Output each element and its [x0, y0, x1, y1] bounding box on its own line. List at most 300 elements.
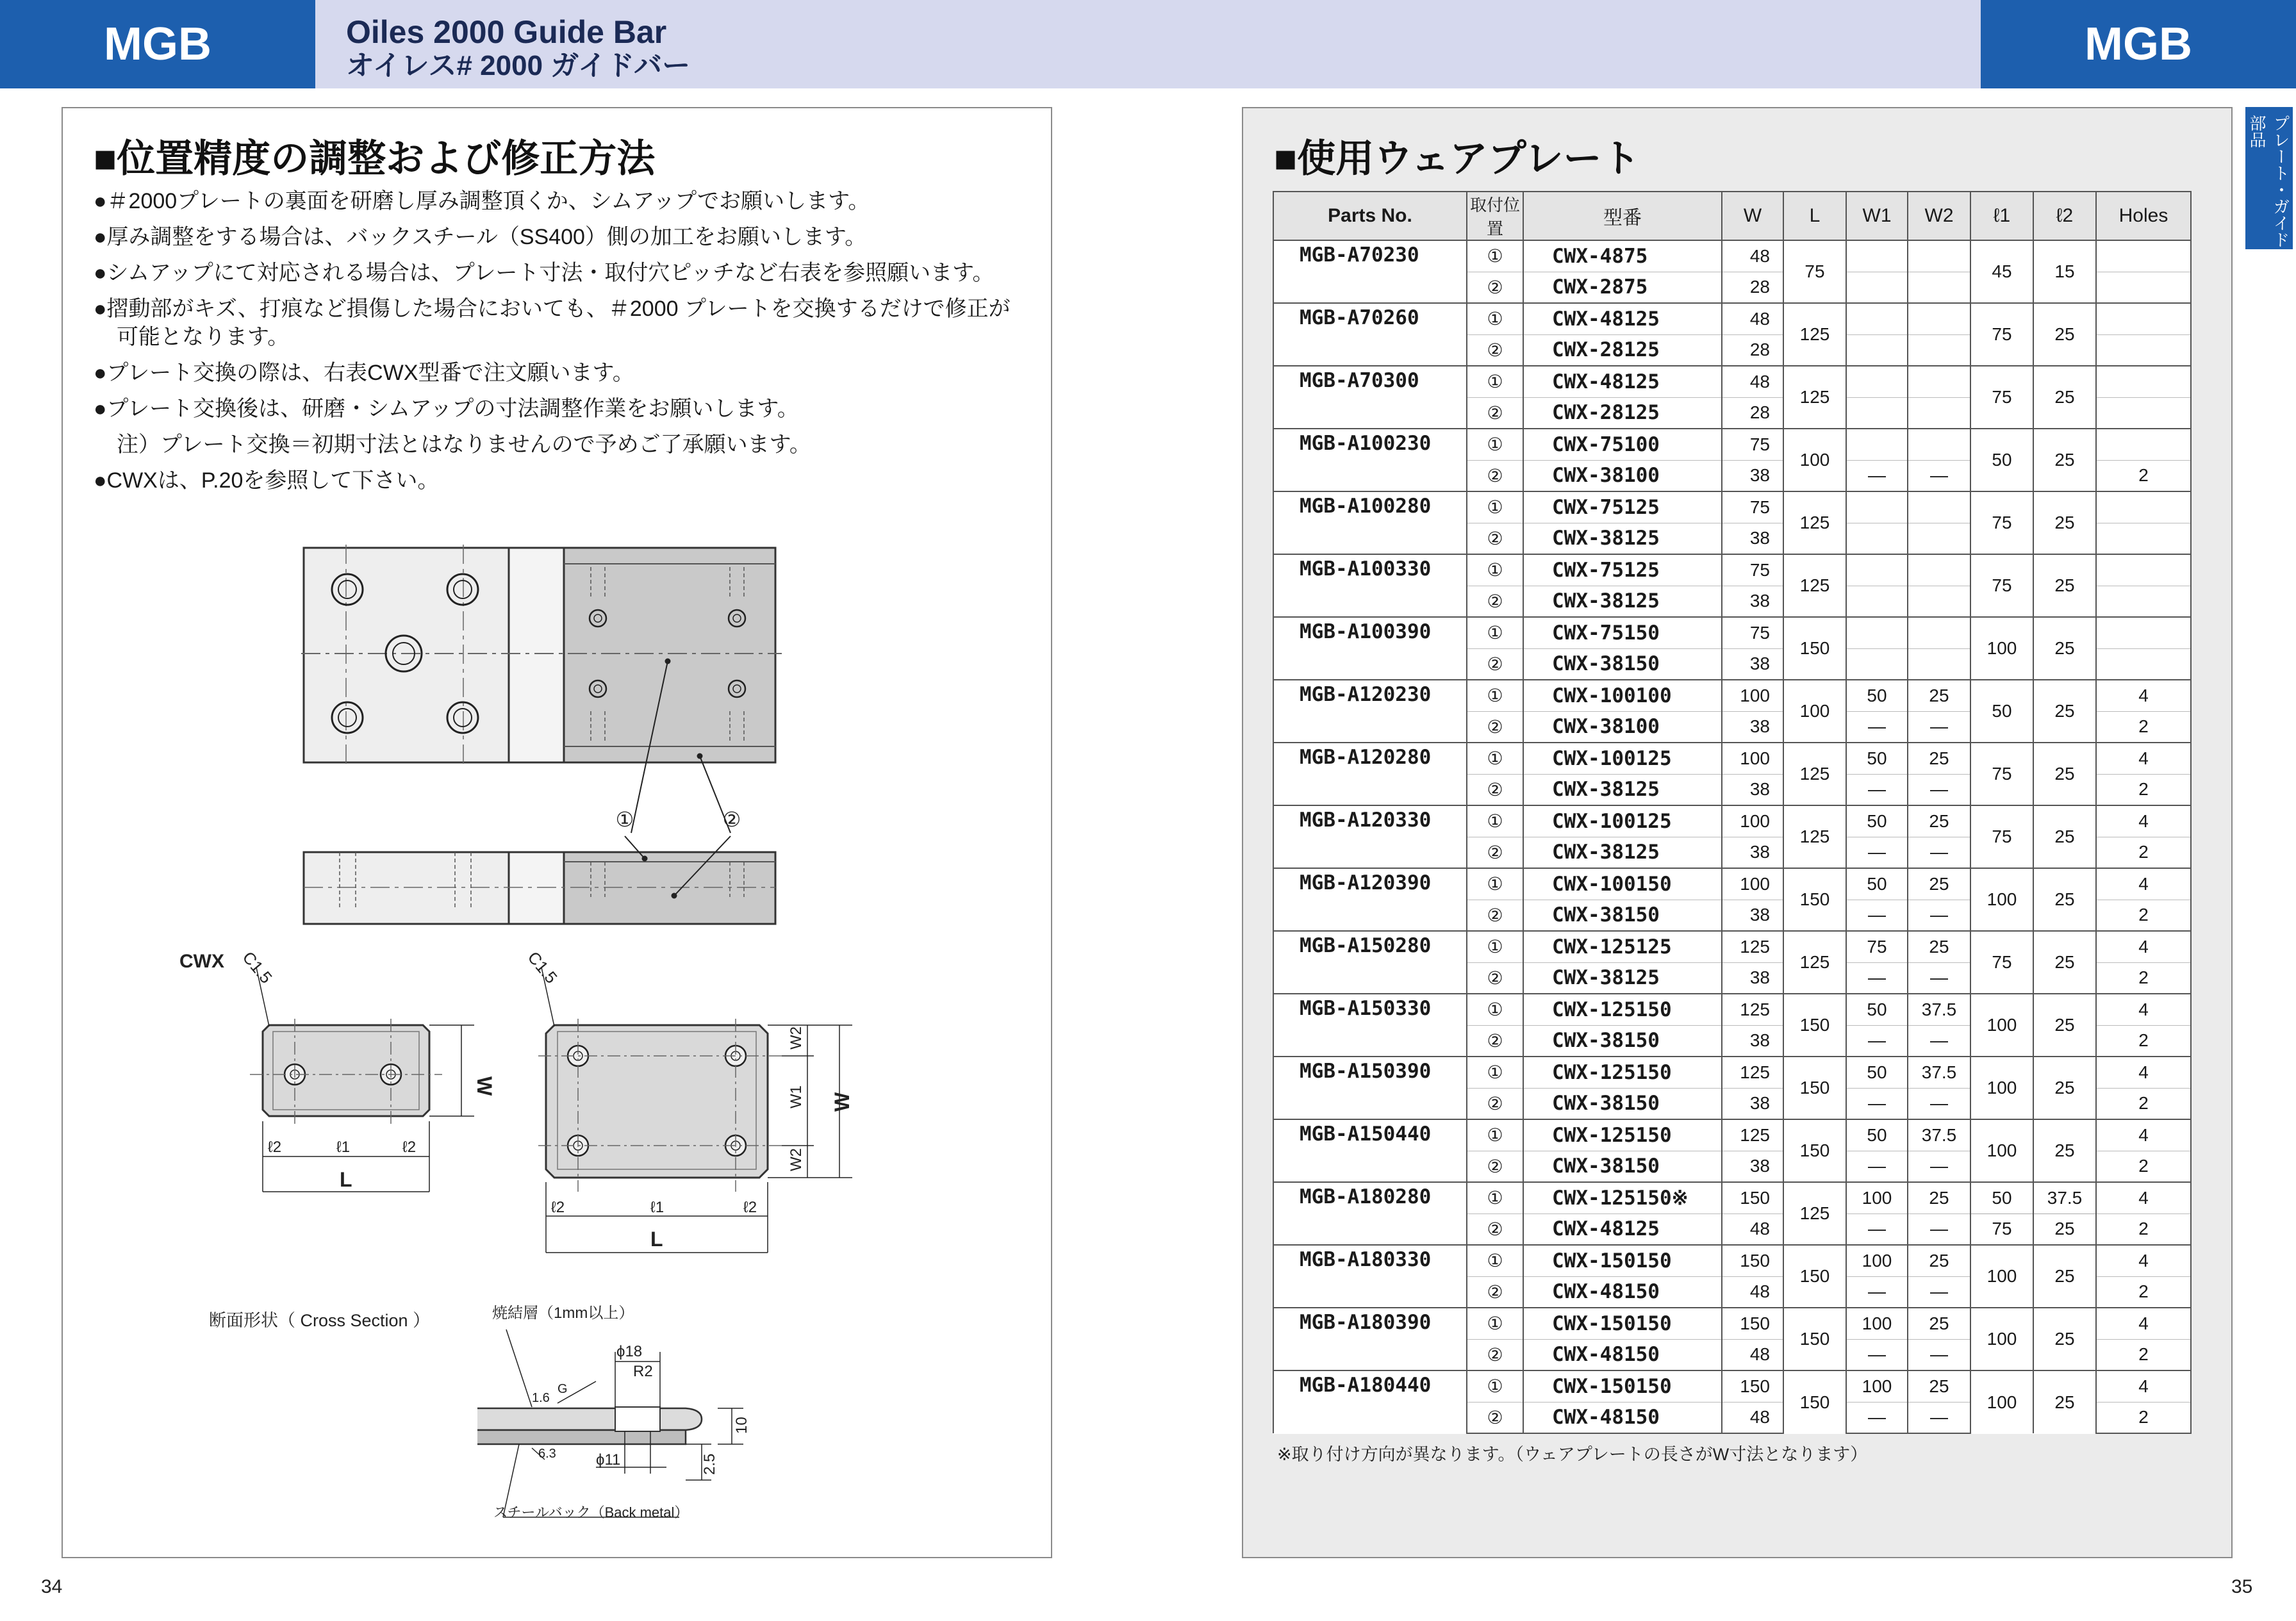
plate-w1: — — [1846, 774, 1908, 805]
part-number: MGB-A150330 — [1273, 994, 1467, 1057]
part-number: MGB-A120230 — [1273, 680, 1467, 743]
mount-position: ② — [1467, 397, 1523, 429]
plate-w2: 37.5 — [1908, 1119, 1970, 1151]
cross-section-label: 断面形状（ Cross Section ） — [209, 1311, 431, 1330]
plate-w1 — [1846, 366, 1908, 397]
hole-count: 4 — [2096, 1182, 2191, 1214]
plate-w: 48 — [1722, 1402, 1783, 1433]
plate-w1: — — [1846, 962, 1908, 994]
table-row — [1273, 554, 2191, 586]
plate-l1: 75 — [1970, 554, 2033, 617]
plate-l: 125 — [1783, 554, 1846, 617]
mount-position: ① — [1467, 1182, 1523, 1214]
plate-w1 — [1846, 648, 1908, 680]
plate-w1 — [1846, 617, 1908, 648]
mount-position: ① — [1467, 1308, 1523, 1339]
mount-position: ② — [1467, 774, 1523, 805]
plate-l: 150 — [1783, 868, 1846, 931]
hole-count: 4 — [2096, 680, 2191, 711]
part-number: MGB-A120330 — [1273, 805, 1467, 868]
mount-position: ② — [1467, 1025, 1523, 1057]
part-number: MGB-A100280 — [1273, 491, 1467, 554]
plate-l2: 25 — [2033, 994, 2096, 1057]
table-row — [1273, 868, 2191, 900]
plate-w1 — [1846, 429, 1908, 460]
plate-w1: — — [1846, 1339, 1908, 1370]
col-w2: W2 — [1908, 192, 1970, 240]
plate-model: CWX-38150 — [1523, 1151, 1722, 1182]
mount-position: ② — [1467, 962, 1523, 994]
note-item: ●プレート交換の際は、右表CWX型番で注文願います。 — [94, 361, 634, 385]
col-holes: Holes — [2096, 192, 2191, 240]
plate-w1: 100 — [1846, 1308, 1908, 1339]
height-2-5: 2.5 — [701, 1453, 718, 1475]
plate-model: CWX-38150 — [1523, 900, 1722, 931]
plate-w2: 25 — [1908, 743, 1970, 774]
plate-model: CWX-125150※ — [1523, 1182, 1722, 1214]
plate-model: CWX-38125 — [1523, 774, 1722, 805]
plate-w: 150 — [1722, 1308, 1783, 1339]
plate-w2: — — [1908, 1402, 1970, 1433]
part-number: MGB-A70230 — [1273, 240, 1467, 303]
plate-l1: 75 — [1970, 491, 2033, 554]
plate-w1: 50 — [1846, 1057, 1908, 1088]
height-10: 10 — [733, 1417, 750, 1434]
dim-l-large: L — [650, 1228, 663, 1251]
plate-w: 48 — [1722, 303, 1783, 334]
plate-l1: 100 — [1970, 868, 2033, 931]
dim-l1-small: ℓ1 — [336, 1139, 351, 1156]
plate-w1 — [1846, 397, 1908, 429]
hole-count — [2096, 554, 2191, 586]
dim-l2-d: ℓ2 — [743, 1199, 757, 1216]
plate-model: CWX-38100 — [1523, 711, 1722, 743]
hole-count: 4 — [2096, 1119, 2191, 1151]
part-number: MGB-A180440 — [1273, 1370, 1467, 1433]
plate-model: CWX-38125 — [1523, 837, 1722, 868]
plate-model: CWX-38150 — [1523, 648, 1722, 680]
plate-l: 150 — [1783, 1245, 1846, 1308]
mount-position: ① — [1467, 743, 1523, 774]
mount-position: ② — [1467, 334, 1523, 366]
wear-plate-table — [1273, 191, 2192, 1434]
note-item: ●シムアップにて対応される場合は、プレート寸法・取付穴ピッチなど右表を参照願います。 — [94, 261, 995, 285]
plate-model: CWX-48150 — [1523, 1339, 1722, 1370]
hole-count: 2 — [2096, 460, 2191, 491]
plate-w2: 25 — [1908, 1308, 1970, 1339]
dim-w-large: W — [830, 1092, 854, 1112]
mount-position: ① — [1467, 429, 1523, 460]
plate-model: CWX-28125 — [1523, 334, 1722, 366]
plate-l1: 50 — [1970, 680, 2033, 743]
plate-l1: 100 — [1970, 1057, 2033, 1119]
plate-model: CWX-38125 — [1523, 962, 1722, 994]
plate-w2: 37.5 — [1908, 994, 1970, 1025]
part-number: MGB-A180390 — [1273, 1308, 1467, 1370]
table-row — [1273, 303, 2191, 334]
title-jp: オイレス# 2000 ガイドバー — [346, 50, 691, 81]
plate-l2: 25 — [2033, 554, 2096, 617]
plate-w2: — — [1908, 1276, 1970, 1308]
note-item: 注）プレート交換＝初期寸法とはなりませんので予めご了承願います。 — [117, 432, 811, 457]
part-number: MGB-A150440 — [1273, 1119, 1467, 1182]
plate-w: 125 — [1722, 1119, 1783, 1151]
header-band — [0, 0, 2296, 88]
plate-model: CWX-28125 — [1523, 397, 1722, 429]
plate-w1: — — [1846, 460, 1908, 491]
plate-w: 48 — [1722, 240, 1783, 272]
plate-l2: 25 — [2033, 1370, 2096, 1433]
plate-w2: — — [1908, 1339, 1970, 1370]
dim-w-small: W — [473, 1076, 496, 1096]
dim-w2-bottom: W2 — [788, 1148, 805, 1171]
table-row — [1273, 994, 2191, 1025]
plate-w2 — [1908, 397, 1970, 429]
part-number: MGB-A150390 — [1273, 1057, 1467, 1119]
roughness-value: 6.3 — [538, 1447, 556, 1461]
plate-l1: 75 — [1970, 805, 2033, 868]
plate-model: CWX-75125 — [1523, 491, 1722, 523]
plate-l: 100 — [1783, 680, 1846, 743]
plate-w1 — [1846, 586, 1908, 617]
plate-w2 — [1908, 491, 1970, 523]
note-item: ●＃2000プレートの裏面を研磨し厚み調整頂くか、シムアップでお願いします。 — [94, 189, 870, 213]
plate-l1: 75 — [1970, 931, 2033, 994]
hole-count: 4 — [2096, 1245, 2191, 1276]
hole-count — [2096, 617, 2191, 648]
table-row — [1273, 1245, 2191, 1276]
plate-l: 150 — [1783, 617, 1846, 680]
plate-model: CWX-150150 — [1523, 1245, 1722, 1276]
plate-l: 150 — [1783, 1057, 1846, 1119]
table-row — [1273, 240, 2191, 272]
plate-w2 — [1908, 554, 1970, 586]
plate-model: CWX-38125 — [1523, 586, 1722, 617]
plate-w2: — — [1908, 1214, 1970, 1245]
plate-w1: — — [1846, 1402, 1908, 1433]
mount-position: ② — [1467, 648, 1523, 680]
plate-model: CWX-48150 — [1523, 1402, 1722, 1433]
mount-position: ① — [1467, 1057, 1523, 1088]
plate-l1: 50 — [1970, 429, 2033, 491]
cross-section-drawing — [477, 1329, 743, 1517]
table-row — [1273, 617, 2191, 648]
table-row — [1273, 491, 2191, 523]
plate-w: 125 — [1722, 1057, 1783, 1088]
hole-count: 2 — [2096, 1402, 2191, 1433]
plate-model: CWX-48125 — [1523, 1214, 1722, 1245]
plate-w2 — [1908, 366, 1970, 397]
hole-count — [2096, 272, 2191, 303]
hole-count — [2096, 366, 2191, 397]
col-parts-no: Parts No. — [1273, 192, 1467, 240]
plate-model: CWX-100125 — [1523, 743, 1722, 774]
dim-l2-b: ℓ2 — [402, 1139, 417, 1156]
col-l2: ℓ2 — [2033, 192, 2096, 240]
plate-w2 — [1908, 586, 1970, 617]
plate-model: CWX-75100 — [1523, 429, 1722, 460]
plate-w: 75 — [1722, 554, 1783, 586]
plate-l: 125 — [1783, 303, 1846, 366]
hole-count: 4 — [2096, 868, 2191, 900]
plate-w1: — — [1846, 1151, 1908, 1182]
plate-w: 75 — [1722, 491, 1783, 523]
plate-w2 — [1908, 240, 1970, 272]
adjustment-notes — [94, 183, 1029, 498]
dim-l-small: L — [340, 1168, 352, 1191]
dim-w2-top: W2 — [788, 1026, 805, 1049]
plate-w1: — — [1846, 1214, 1908, 1245]
part-number: MGB-A100330 — [1273, 554, 1467, 617]
table-footnote: ※取り付け方向が異なります。（ウェアプレートの長さがW寸法となります） — [1277, 1445, 1868, 1464]
mount-position: ② — [1467, 1151, 1523, 1182]
plate-w2: 25 — [1908, 680, 1970, 711]
plate-w2: — — [1908, 460, 1970, 491]
plate-l2: 25 — [2033, 1214, 2096, 1245]
table-row — [1273, 366, 2191, 397]
plate-w1 — [1846, 523, 1908, 554]
mount-position: ② — [1467, 1339, 1523, 1370]
plate-w: 38 — [1722, 711, 1783, 743]
mount-position: ① — [1467, 554, 1523, 586]
note-item: ●CWXは、P.20を参照して下さい。 — [94, 468, 440, 493]
side-category-tab[interactable]: プレート・ガイド部品 — [2245, 107, 2293, 249]
plate-l2: 25 — [2033, 1057, 2096, 1119]
part-number: MGB-A180280 — [1273, 1182, 1467, 1245]
plate-w: 38 — [1722, 1025, 1783, 1057]
plate-l2: 25 — [2033, 1308, 2096, 1370]
plate-l: 150 — [1783, 1308, 1846, 1370]
plate-model: CWX-125150 — [1523, 994, 1722, 1025]
table-row — [1273, 931, 2191, 962]
title-en: Oiles 2000 Guide Bar — [346, 14, 667, 50]
radius-r2: R2 — [633, 1363, 653, 1380]
col-l1: ℓ1 — [1970, 192, 2033, 240]
mount-position: ① — [1467, 931, 1523, 962]
plate-w2: 25 — [1908, 1370, 1970, 1402]
plate-model: CWX-100125 — [1523, 805, 1722, 837]
plate-w: 38 — [1722, 900, 1783, 931]
plate-w: 100 — [1722, 868, 1783, 900]
plate-w: 150 — [1722, 1182, 1783, 1214]
part-number: MGB-A100230 — [1273, 429, 1467, 491]
hole-count: 4 — [2096, 1308, 2191, 1339]
table-row — [1273, 429, 2191, 460]
plate-model: CWX-38150 — [1523, 1088, 1722, 1119]
plate-w: 28 — [1722, 397, 1783, 429]
hole-count — [2096, 240, 2191, 272]
plate-w2 — [1908, 303, 1970, 334]
table-row — [1273, 1119, 2191, 1151]
mount-position: ② — [1467, 1402, 1523, 1433]
plate-w2: 25 — [1908, 1245, 1970, 1276]
plate-w1: — — [1846, 900, 1908, 931]
note-item: ●プレート交換後は、研磨・シムアップの寸法調整作業をお願いします。 — [94, 397, 799, 421]
plate-l: 125 — [1783, 805, 1846, 868]
col-l: L — [1783, 192, 1846, 240]
plate-w1: 100 — [1846, 1370, 1908, 1402]
plate-w2: — — [1908, 900, 1970, 931]
hole-count — [2096, 429, 2191, 460]
hole-count: 4 — [2096, 994, 2191, 1025]
plate-l1: 100 — [1970, 1245, 2033, 1308]
hole-count — [2096, 397, 2191, 429]
hole-count: 2 — [2096, 1151, 2191, 1182]
plate-l1: 100 — [1970, 994, 2033, 1057]
plate-w1: 100 — [1846, 1182, 1908, 1214]
plate-l2: 25 — [2033, 303, 2096, 366]
dia-11: ϕ11 — [596, 1451, 621, 1469]
plate-w: 38 — [1722, 648, 1783, 680]
hole-count: 2 — [2096, 1088, 2191, 1119]
plate-w2: — — [1908, 1088, 1970, 1119]
mount-position: ② — [1467, 523, 1523, 554]
plate-w: 38 — [1722, 774, 1783, 805]
part-number: MGB-A70300 — [1273, 366, 1467, 429]
plate-w: 38 — [1722, 1088, 1783, 1119]
plate-model: CWX-48125 — [1523, 303, 1722, 334]
table-header-row — [1273, 192, 2191, 240]
plate-w: 28 — [1722, 272, 1783, 303]
hole-count: 2 — [2096, 711, 2191, 743]
plate-w1 — [1846, 491, 1908, 523]
plate-l1: 75 — [1970, 1214, 2033, 1245]
hole-count: 4 — [2096, 931, 2191, 962]
plate-model: CWX-38100 — [1523, 460, 1722, 491]
plate-w: 38 — [1722, 962, 1783, 994]
part-number: MGB-A120280 — [1273, 743, 1467, 805]
table-row — [1273, 805, 2191, 837]
plate-model: CWX-38125 — [1523, 523, 1722, 554]
plate-w: 150 — [1722, 1245, 1783, 1276]
hole-count: 2 — [2096, 1025, 2191, 1057]
plate-w: 28 — [1722, 334, 1783, 366]
hole-count: 2 — [2096, 962, 2191, 994]
plate-w1: 50 — [1846, 805, 1908, 837]
mount-position: ② — [1467, 1276, 1523, 1308]
plate-w2: 37.5 — [1908, 1057, 1970, 1088]
mount-position: ① — [1467, 1370, 1523, 1402]
plate-l1: 75 — [1970, 303, 2033, 366]
plate-w2: 25 — [1908, 868, 1970, 900]
plate-model: CWX-38150 — [1523, 1025, 1722, 1057]
plate-l1: 75 — [1970, 366, 2033, 429]
hole-count — [2096, 491, 2191, 523]
plate-l: 125 — [1783, 491, 1846, 554]
cwx-plate-small — [250, 967, 474, 1192]
part-number: MGB-A120390 — [1273, 868, 1467, 931]
surface-g-value: 1.6 — [532, 1391, 550, 1405]
plate-w1: — — [1846, 1025, 1908, 1057]
plate-l2: 25 — [2033, 366, 2096, 429]
hole-count: 2 — [2096, 900, 2191, 931]
plate-model: CWX-125150 — [1523, 1119, 1722, 1151]
mount-position: ① — [1467, 240, 1523, 272]
hole-count: 2 — [2096, 774, 2191, 805]
dim-l2-a: ℓ2 — [268, 1139, 282, 1156]
hole-count — [2096, 586, 2191, 617]
part-number: MGB-A150280 — [1273, 931, 1467, 994]
hole-count — [2096, 334, 2191, 366]
plate-w1: 50 — [1846, 868, 1908, 900]
table-row — [1273, 1308, 2191, 1339]
hole-count: 2 — [2096, 1276, 2191, 1308]
plate-w: 125 — [1722, 994, 1783, 1025]
part-number: MGB-A70260 — [1273, 303, 1467, 366]
dim-l1-large: ℓ1 — [650, 1199, 665, 1216]
table-row — [1273, 1057, 2191, 1088]
plate-w1 — [1846, 303, 1908, 334]
mount-position: ① — [1467, 1245, 1523, 1276]
plate-model: CWX-125125 — [1523, 931, 1722, 962]
chamfer-small: C1.5 — [238, 948, 276, 987]
part-number: MGB-A180330 — [1273, 1245, 1467, 1308]
plate-w: 48 — [1722, 1276, 1783, 1308]
plate-w: 100 — [1722, 743, 1783, 774]
mount-position: ① — [1467, 617, 1523, 648]
plate-l2: 25 — [2033, 1119, 2096, 1182]
mount-position: ② — [1467, 586, 1523, 617]
plate-w: 150 — [1722, 1370, 1783, 1402]
plate-model: CWX-48125 — [1523, 366, 1722, 397]
plate-l2: 25 — [2033, 868, 2096, 931]
mount-position: ② — [1467, 1088, 1523, 1119]
steel-back-label: スチールバック（Back metal） — [493, 1504, 689, 1520]
right-section-title: ■使用ウェアプレート — [1274, 137, 1640, 180]
plate-model: CWX-150150 — [1523, 1308, 1722, 1339]
mount-position: ① — [1467, 366, 1523, 397]
plate-l1: 100 — [1970, 1119, 2033, 1182]
hole-count: 4 — [2096, 805, 2191, 837]
plate-l: 125 — [1783, 743, 1846, 805]
plate-w: 38 — [1722, 460, 1783, 491]
plate-l2: 25 — [2033, 1245, 2096, 1308]
chamfer-large: C1.5 — [524, 948, 561, 987]
plate-w: 48 — [1722, 1214, 1783, 1245]
page-number-left: 34 — [41, 1576, 63, 1597]
plate-l2: 25 — [2033, 805, 2096, 868]
side-view — [304, 836, 775, 924]
plate-l: 75 — [1783, 240, 1846, 303]
note-item: 可能となります。 — [117, 325, 290, 349]
hole-count: 4 — [2096, 743, 2191, 774]
mount-position: ② — [1467, 1214, 1523, 1245]
dia-18: ϕ18 — [616, 1343, 643, 1360]
callout-1: ① — [615, 808, 634, 831]
plate-l1: 50 — [1970, 1182, 2033, 1214]
plate-l1: 45 — [1970, 240, 2033, 303]
plate-l2: 25 — [2033, 617, 2096, 680]
plate-l: 150 — [1783, 994, 1846, 1057]
col-model: 型番 — [1523, 192, 1722, 240]
hole-count: 4 — [2096, 1370, 2191, 1402]
plate-w2: 25 — [1908, 1182, 1970, 1214]
plate-w: 75 — [1722, 429, 1783, 460]
dim-w1: W1 — [788, 1085, 805, 1108]
plate-w2: 25 — [1908, 805, 1970, 837]
plate-w1: 75 — [1846, 931, 1908, 962]
plate-w2 — [1908, 429, 1970, 460]
cwx-label: CWX — [179, 951, 224, 972]
plate-w: 38 — [1722, 837, 1783, 868]
plate-l2: 25 — [2033, 429, 2096, 491]
plate-w2: — — [1908, 711, 1970, 743]
plate-w2: — — [1908, 1025, 1970, 1057]
mount-position: ① — [1467, 805, 1523, 837]
plate-l1: 100 — [1970, 617, 2033, 680]
plate-l: 100 — [1783, 429, 1846, 491]
plate-w2: — — [1908, 837, 1970, 868]
